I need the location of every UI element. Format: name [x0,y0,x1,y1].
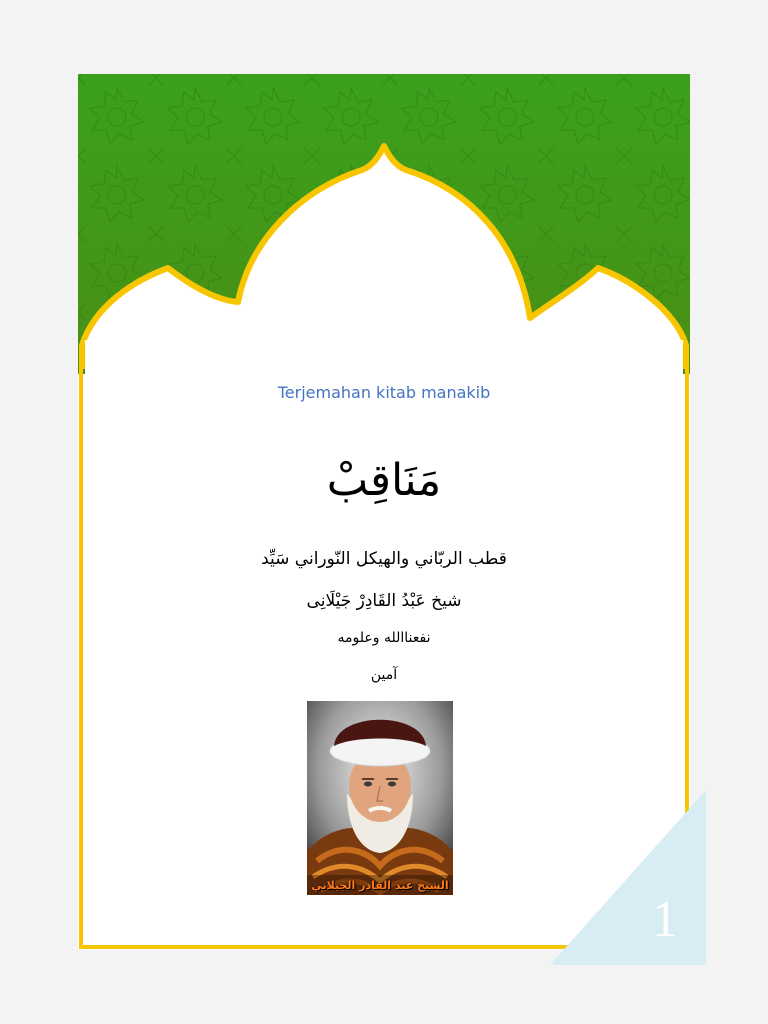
cover-subtitle: Terjemahan kitab manakib [277,383,491,402]
page-number: 1 [652,891,678,948]
arabic-line-3: نفعناالله وعلومه [337,630,431,646]
portrait-caption: الشيخ عبد القادر الجيلاني [311,879,449,892]
arabic-title: مَنَاقِبْ [326,455,442,506]
portrait-illustration [307,701,453,895]
arabic-line-1: قطب الربّاني والهيكل النّوراني سَيِّد [261,549,507,569]
arabic-line-4: آمين [370,667,398,683]
portrait-image [307,701,453,895]
arabic-line-2: شيخ عَبْدُ القَادِرْ جَيْلَانِى [306,591,462,611]
